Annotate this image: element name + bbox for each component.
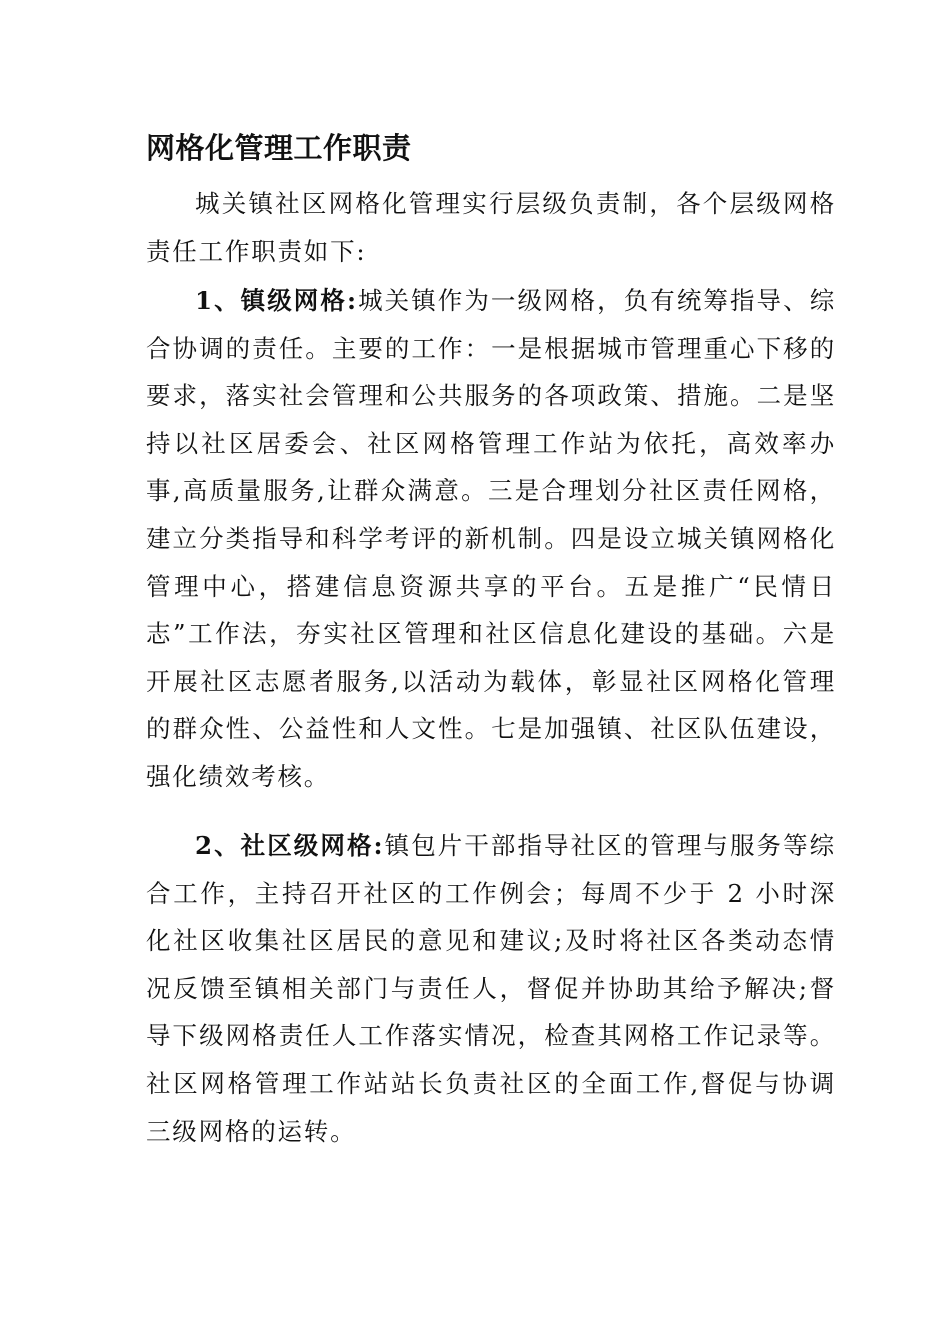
- section-heading: 1、镇级网格:: [195, 286, 358, 315]
- intro-text: 城关镇社区网格化管理实行层级负责制，各个层级网格责任工作职责如下:: [146, 189, 836, 266]
- section-town-level: [146, 277, 836, 801]
- section-community-level: [146, 822, 836, 1155]
- section-paragraph: [146, 822, 836, 1155]
- section-body: 镇包片干部指导社区的管理与服务等综合工作，主持召开社区的工作例会；每周不少于 2 小时深化社区收集社区居民的意见和建议;及时将社区各类动态情况反馈至镇相关部门与责任人，督促并协助其给予解决;督导下级网格责任人工作落实情况，检查其网格工作记录等。社区网格管理工作站站长负责社区的全面工作,督促与协调三级网格的运转。: [146, 831, 836, 1146]
- section-heading: 2、社区级网格:: [195, 831, 385, 860]
- document-title: 网格化管理工作职责: [146, 131, 412, 165]
- intro-paragraph: [146, 180, 836, 275]
- section-paragraph: [146, 277, 836, 801]
- section-body: 城关镇作为一级网格，负有统筹指导、综合协调的责任。主要的工作：一是根据城市管理重心下移的要求，落实社会管理和公共服务的各项政策、措施。二是坚持以社区居委会、社区网格管理工作站为依托，高效率办事,高质量服务,让群众满意。三是合理划分社区责任网格，建立分类指导和科学考评的新机制。四是设立城关镇网格化管理中心，搭建信息资源共享的平台。五是推广“民情日志”工作法，夯实社区管理和社区信息化建设的基础。六是开展社区志愿者服务,以活动为载体，彰显社区网格化管理的群众性、公益性和人文性。七是加强镇、社区队伍建设，强化绩效考核。: [146, 286, 836, 791]
